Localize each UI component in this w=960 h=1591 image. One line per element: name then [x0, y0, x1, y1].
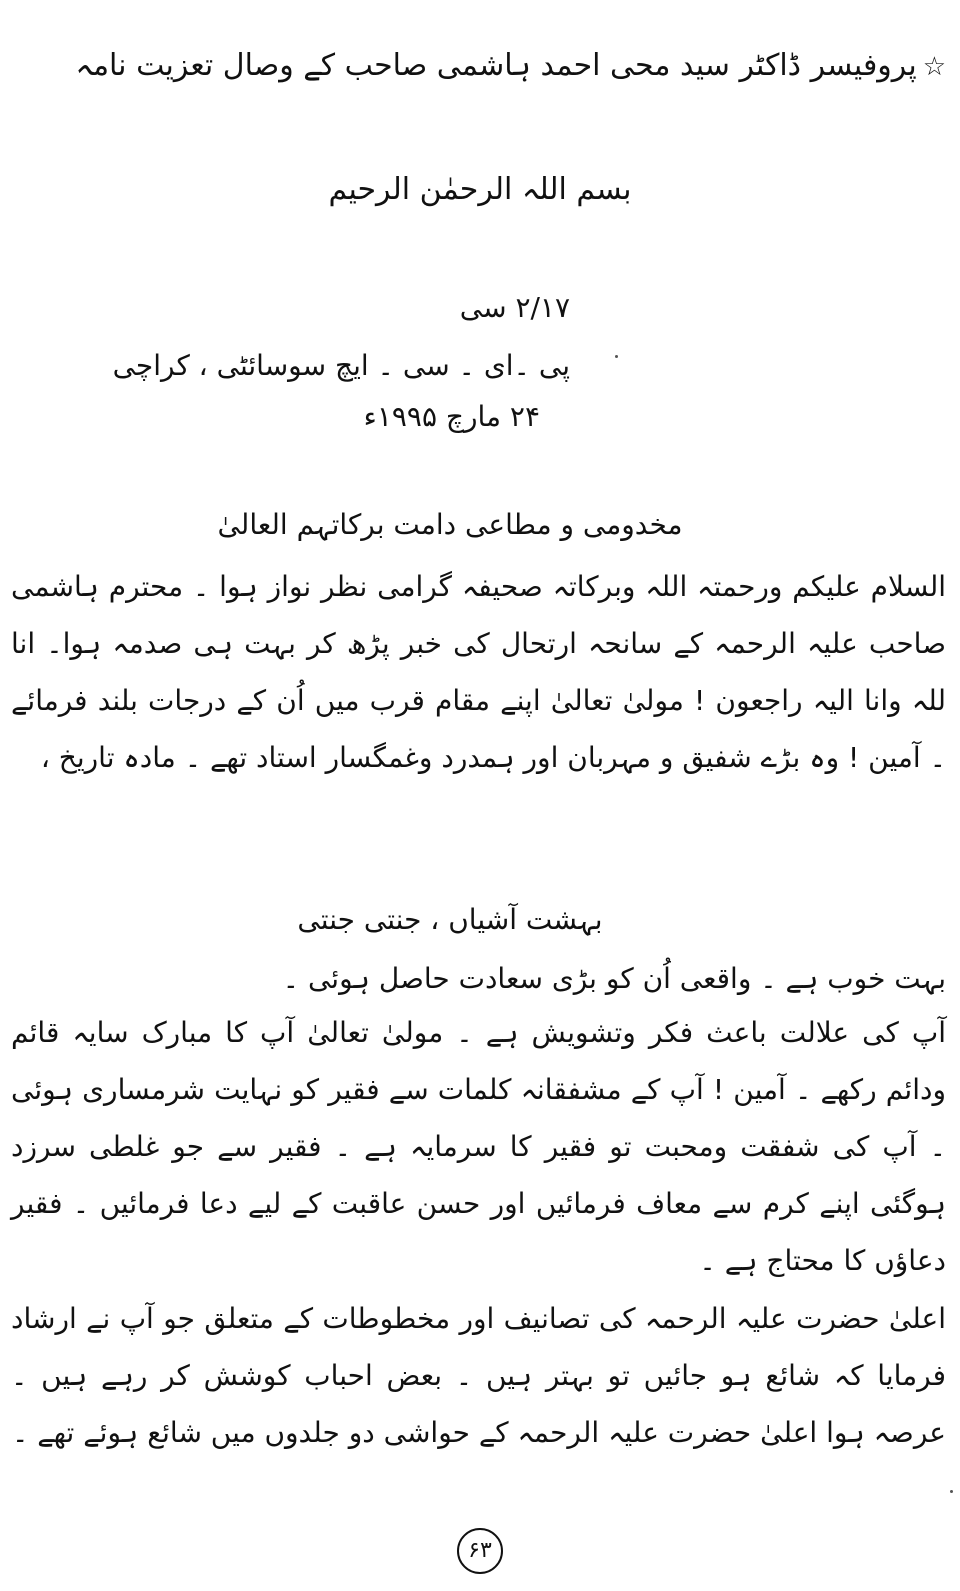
page-title [16, 46, 946, 87]
address-line-1: ۲/۱۷ سی [459, 291, 570, 324]
letter-date: ۲۴ مارچ ۱۹۹۵ء [363, 400, 540, 433]
tarikh-line: بہشت آشیاں ، جنتی جنتی [297, 903, 603, 936]
paragraph-works: اعلیٰ حضرت علیہ الرحمہ کی تصانیف اور مخطوطات کے متعلق جو آپ نے ارشاد فرمایا کہ شائع ہو جائیں تو بہتر ہیں ۔ بعض احباب کوشش کر رہے ہیں ۔ عرصہ ہوا اعلیٰ حضرت علیہ الرحمہ کے حواشی دو جلدوں میں شائع ہوئے تھے ۔ [11, 1302, 946, 1449]
scan-speck [950, 1490, 953, 1493]
scan-speck [615, 355, 618, 358]
page-title-text: پروفیسر ڈاکٹر سید محی احمد ہاشمی صاحب کے وصال تعزیت نامہ [75, 48, 917, 83]
salutation: مخدومی و مطاعی دامت برکاتہم العالیٰ [217, 508, 683, 541]
paragraph-condolence: السلام علیکم ورحمتہ اللہ وبرکاتہ صحیفہ گرامی نظر نواز ہوا ۔ محترم ہاشمی صاحب علیہ الرحمہ کے سانحہ ارتحال کی خبر پڑھ کر بہت ہی صدمہ ہوا۔ انا للہ وانا الیہ راجعون ! مولیٰ تعالیٰ اپنے مقام قرب میں اُن کے درجات بلند فرمائے ۔ آمین ! وہ بڑے شفیق و مہربان اور ہمدرد وغمگسار استاد تھے ۔ مادہ تاریخ ، [11, 570, 946, 774]
address-line-2: پی ۔ای ۔ سی ۔ ایچ سوسائٹی ، کراچی [112, 349, 570, 382]
page-number: ۶۳ [457, 1528, 503, 1574]
star-icon: ☆ [922, 52, 946, 82]
paragraph-fortune: بہت خوب ہے ۔ واقعی اُن کو بڑی سعادت حاصل ہوئی ۔ [282, 962, 946, 995]
bismillah: بسم اللہ الرحمٰن الرحیم [328, 172, 632, 207]
paragraph-illness: آپ کی علالت باعث فکر وتشویش ہے ۔ مولیٰ تعالیٰ آپ کا مبارک سایہ قائم ودائم رکھے ۔ آمین ! آپ کے مشفقانہ کلمات سے فقیر کو نہایت شرمساری ہوئی ۔ آپ کی شفقت ومحبت تو فقیر کا سرمایہ ہے ۔ فقیر سے جو غلطی سرزد ہوگئی اپنے کرم سے معاف فرمائیں اور حسن عاقبت کے لیے دعا فرمائیں ۔ فقیر دعاؤں کا محتاج ہے ۔ [11, 1016, 946, 1277]
